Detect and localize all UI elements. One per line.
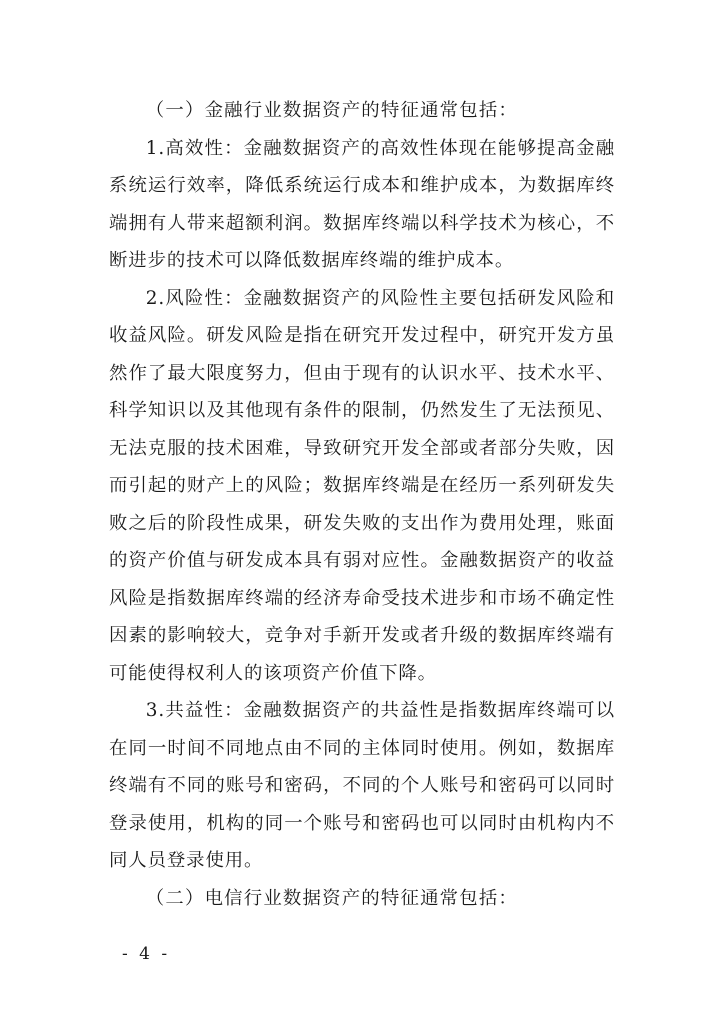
document-body — [109, 92, 615, 917]
section-heading-telecom: （二）电信行业数据资产的特征通常包括： — [145, 887, 519, 909]
paragraph-efficiency: 1.高效性：金融数据资产的高效性体现在能够提高金融系统运行效率，降低系统运行成本和维护成本，为数据库终端拥有人带来超额利润。数据库终端以科学技术为核心，不断进步的技术可以降低数据库终端的维护成本。 — [109, 137, 615, 271]
page-number: - 4 - — [122, 944, 171, 964]
paragraph-risk: 2.风险性：金融数据资产的风险性主要包括研发风险和收益风险。研发风险是指在研究开发过程中，研究开发方虽然作了最大限度努力，但由于现有的认识水平、技术水平、科学知识以及其他现有条件的限制，仍然发生了无法预见、无法克服的技术困难，导致研究开发全部或者部分失败，因而引起的财产上的风险；数据库终端是在经历一系列研发失败之后的阶段性成果，研发失败的支出作为费用处理，账面的资产价值与研发成本具有弱对应性。金融数据资产的收益风险是指数据库终端的经济寿命受技术进步和市场不确定性因素的影响较大，竞争对手新开发或者升级的数据库终端有可能使得权利人的该项资产价值下降。 — [109, 287, 615, 684]
paragraph-shared-benefit: 3.共益性：金融数据资产的共益性是指数据库终端可以在同一时间不同地点由不同的主体同时使用。例如，数据库终端有不同的账号和密码，不同的个人账号和密码可以同时登录使用，机构的同一个账号和密码也可以同时由机构内不同人员登录使用。 — [109, 700, 615, 871]
section-heading-financial: （一）金融行业数据资产的特征通常包括： — [145, 100, 519, 121]
